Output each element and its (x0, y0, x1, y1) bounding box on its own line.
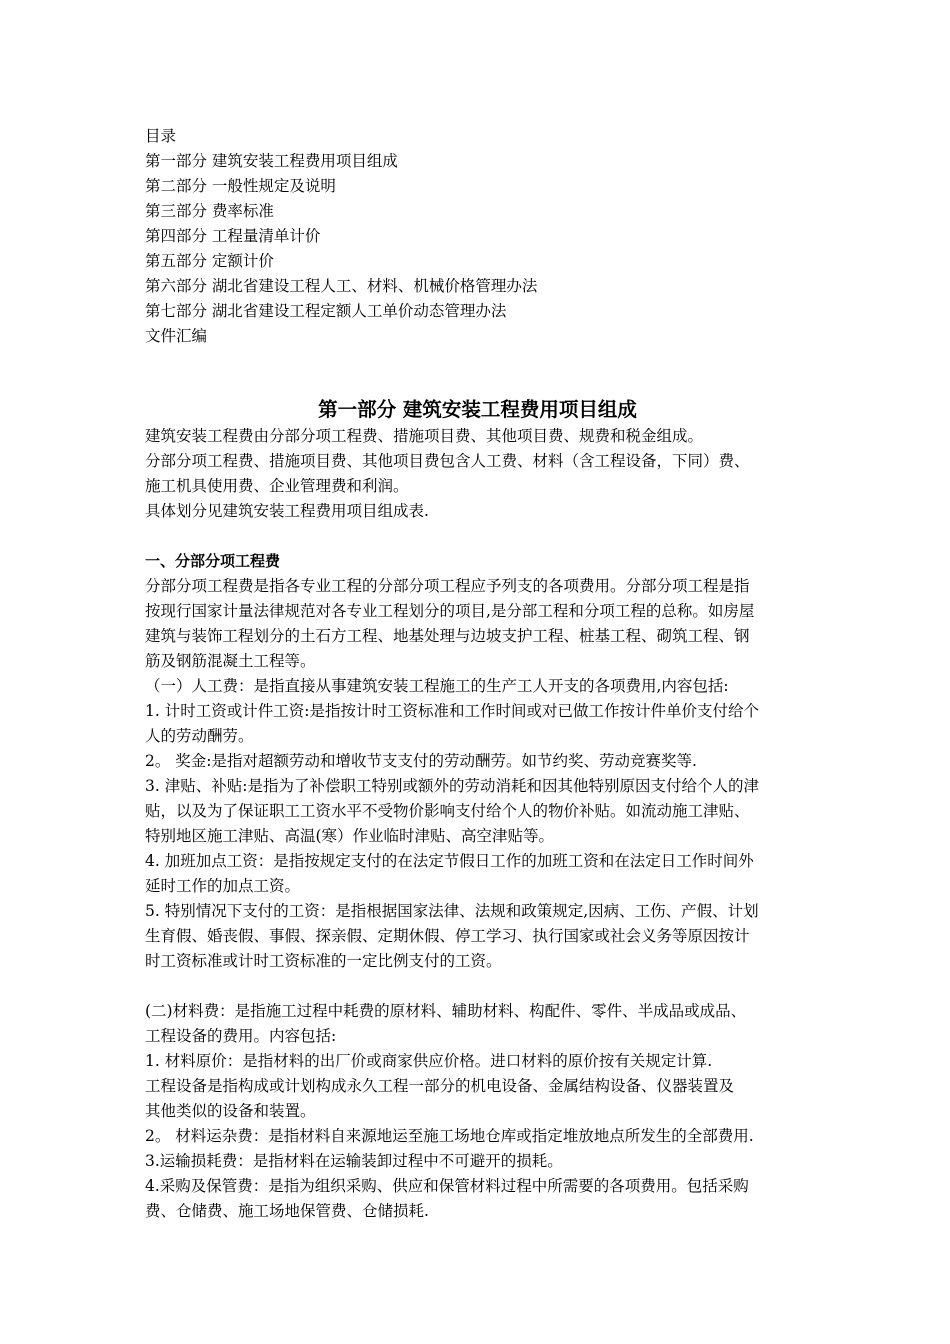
paragraph-line: 分部分项工程费、措施项目费、其他项目费包含人工费、材料（含工程设备，下同）费、 (145, 452, 750, 470)
paragraph-line: 2。 奖金:是指对超额劳动和增收节支支付的劳动酬劳。如节约奖、劳动竞赛奖等. (145, 752, 697, 770)
subsection-body (145, 574, 810, 974)
paragraph-line: (二)材料费：是指施工过程中耗费的原材料、辅助材料、构配件、零件、半成品或成品、 (145, 1002, 747, 1020)
paragraph-line: 其他类似的设备和装置。 (145, 1102, 316, 1120)
toc-title: 目录 (145, 127, 177, 145)
section-title: 第一部分 建筑安装工程费用项目组成 (318, 398, 637, 421)
toc-item: 第一部分 建筑安装工程费用项目组成 (145, 152, 398, 170)
toc-item: 第七部分 湖北省建设工程定额人工单价动态管理办法 (145, 302, 507, 320)
paragraph-line: 工程设备是指构成或计划构成永久工程一部分的机电设备、金属结构设备、仪器装置及 (145, 1077, 735, 1095)
document-page (145, 124, 810, 1224)
paragraph-line: 2。 材料运杂费：是指材料自来源地运至施工场地仓库或指定堆放地点所发生的全部费用. (145, 1127, 754, 1145)
paragraph-line: 3. 津贴、补贴:是指为了补偿职工特别或额外的劳动消耗和因其他特别原因支付给个人的津 (145, 777, 759, 795)
toc-item: 第二部分 一般性规定及说明 (145, 177, 336, 195)
paragraph-line: 建筑与装饰工程划分的土石方工程、地基处理与边坡支护工程、桩基工程、砌筑工程、钢 (145, 627, 750, 645)
toc-item: 第三部分 费率标准 (145, 202, 274, 220)
paragraph-line: 3.运输损耗费：是指材料在运输装卸过程中不可避开的损耗。 (145, 1152, 563, 1170)
toc-item: 第六部分 湖北省建设工程人工、材料、机械价格管理办法 (145, 277, 538, 295)
paragraph-line: 按现行国家计量法律规范对各专业工程划分的项目,是分部工程和分项工程的总称。如房屋 (145, 602, 755, 620)
paragraph-line: 建筑安装工程费由分部分项工程费、措施项目费、其他项目费、规费和税金组成。 (145, 427, 704, 445)
paragraph-line: 特别地区施工津贴、高温(寒）作业临时津贴、高空津贴等。 (145, 827, 555, 845)
subsection-heading: 一、分部分项工程费 (145, 552, 281, 570)
section-intro (145, 424, 810, 524)
paragraph-line: 筋及钢筋混凝土工程等。 (145, 652, 316, 670)
paragraph-line: 工程设备的费用。内容包括: (145, 1027, 337, 1045)
paragraph-line: 人的劳动酬劳。 (145, 727, 254, 745)
paragraph-line: 费、仓储费、施工场地保管费、仓储损耗. (145, 1202, 429, 1220)
paragraph-line: 4. 加班加点工资：是指按规定支付的在法定节假日工作的加班工资和在法定日工作时间外 (145, 852, 754, 870)
paragraph-line: 分部分项工程费是指各专业工程的分部分项工程应予列支的各项费用。分部分项工程是指 (145, 577, 750, 595)
spacer (145, 524, 810, 549)
paragraph-line: 4.采购及保管费：是指为组织采购、供应和保管材料过程中所需要的各项费用。包括采购 (145, 1177, 749, 1195)
paragraph-line: （一）人工费：是指直接从事建筑安装工程施工的生产工人开支的各项费用,内容包括: (145, 677, 729, 695)
toc-item: 第四部分 工程量清单计价 (145, 227, 321, 245)
paragraph-line: 1. 材料原价：是指材料的出厂价或商家供应价格。进口材料的原价按有关规定计算. (145, 1052, 713, 1070)
paragraph-line: 具体划分见建筑安装工程费用项目组成表. (145, 502, 429, 520)
toc-item: 第五部分 定额计价 (145, 252, 274, 270)
spacer (145, 974, 810, 999)
paragraph-line: 施工机具使用费、企业管理费和利润。 (145, 477, 409, 495)
paragraph-line: 1. 计时工资或计件工资:是指按计时工资标准和工作时间或对已做工作按计件单价支付给个 (145, 702, 759, 720)
paragraph-line: 生育假、婚丧假、事假、探亲假、定期休假、停工学习、执行国家或社会义务等原因按计 (145, 927, 750, 945)
subsection-body (145, 999, 810, 1224)
paragraph-line: 贴，以及为了保证职工工资水平不受物价影响支付给个人的物价补贴。如流动施工津贴、 (145, 802, 750, 820)
paragraph-line: 时工资标准或计时工资标准的一定比例支付的工资。 (145, 952, 502, 970)
paragraph-line: 5. 特别情况下支付的工资：是指根据国家法律、法规和政策规定,因病、工伤、产假、计划 (145, 902, 759, 920)
paragraph-line: 延时工作的加点工资。 (145, 877, 301, 895)
table-of-contents (145, 124, 810, 349)
toc-item: 文件汇编 (145, 327, 208, 345)
